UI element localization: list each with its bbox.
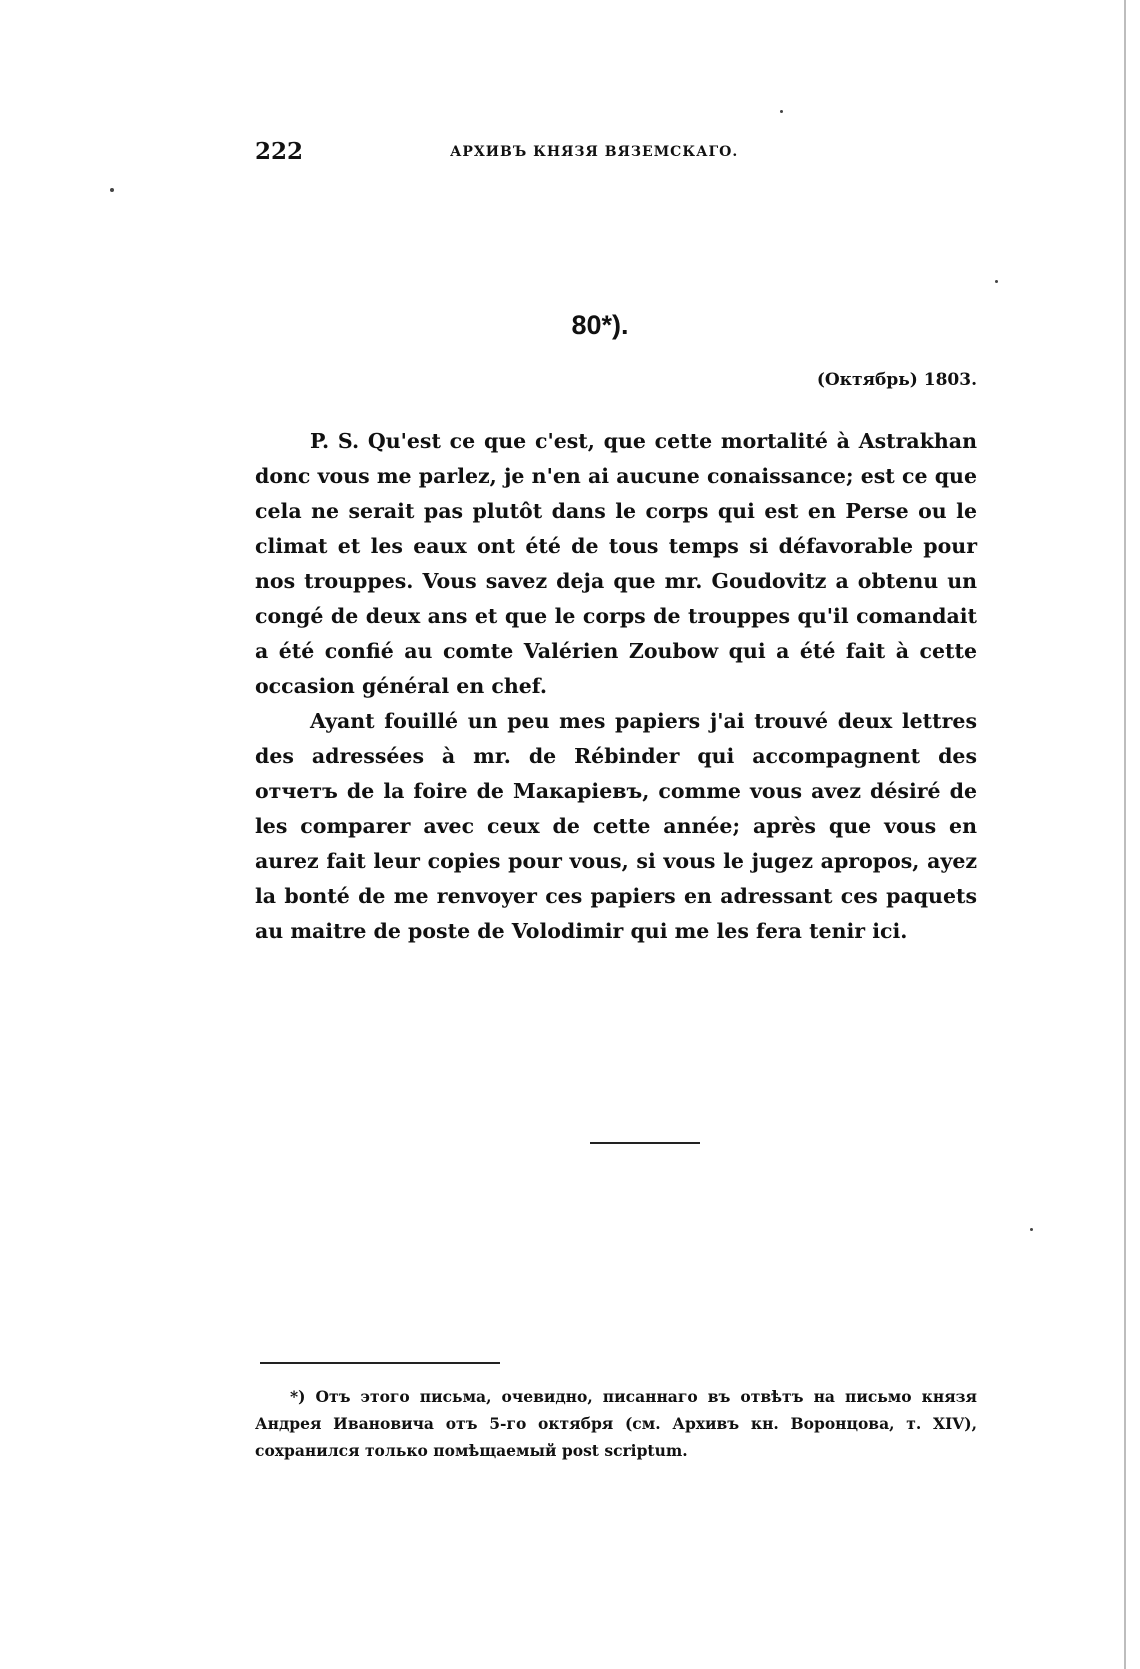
- running-head: [255, 138, 765, 168]
- footnote-divider: [260, 1362, 500, 1364]
- scan-speck: [1030, 1228, 1033, 1231]
- paragraph-2: Ayant fouillé un peu mes papiers j'ai trouvé deux lettres des adressées à mr. de Rébinder qui accompagnent des отчетъ de la foire de Макаріевъ, comme vous avez désiré de les comparer avec ceux de cette année; après que vous en aurez fait leur copies pour vous, si vous le jugez apropos, ayez la bonté de me renvoyer ces papiers en adressant ces paquets au maitre de poste de Volodimir qui me les fera tenir ici.: [255, 709, 977, 943]
- page-edge: [1124, 0, 1126, 1669]
- running-title: АРХИВЪ КНЯЗЯ ВЯЗЕМСКАГО.: [450, 144, 739, 160]
- paragraph-1: P. S. Qu'est ce que c'est, que cette mortalité à Astrakhan donc vous me parlez, je n'en ai aucune conaissance; est ce que cela ne serait pas plutôt dans le corps qui est en Perse ou le climat et les eaux ont été de tous temps si défavorable pour nos trouppes. Vous savez deja que mr. Goudovitz a obtenu un congé de deux ans et que le corps de trouppes qu'il comandait a été confié au comte Valérien Zoubow qui a été fait à cette occasion général en chef.: [255, 429, 977, 698]
- footnote-text: *) Отъ этого письма, очевидно, писаннаго въ отвѣтъ на письмо князя Андрея Ивановича отъ 5-го октября (см. Архивъ кн. Воронцова, т. XIV), сохранился только помѣщаемый post scriptum.: [255, 1387, 977, 1460]
- scan-speck: [995, 280, 998, 283]
- section-divider: [590, 1142, 700, 1144]
- footnote: [255, 1383, 977, 1464]
- page-number: 222: [255, 138, 304, 165]
- scan-speck: [110, 188, 114, 192]
- letter-date: (Октябрь) 1803.: [816, 370, 977, 390]
- letter-number: 80*).: [571, 310, 629, 340]
- scan-speck: [780, 110, 783, 113]
- letter-body: [255, 424, 977, 949]
